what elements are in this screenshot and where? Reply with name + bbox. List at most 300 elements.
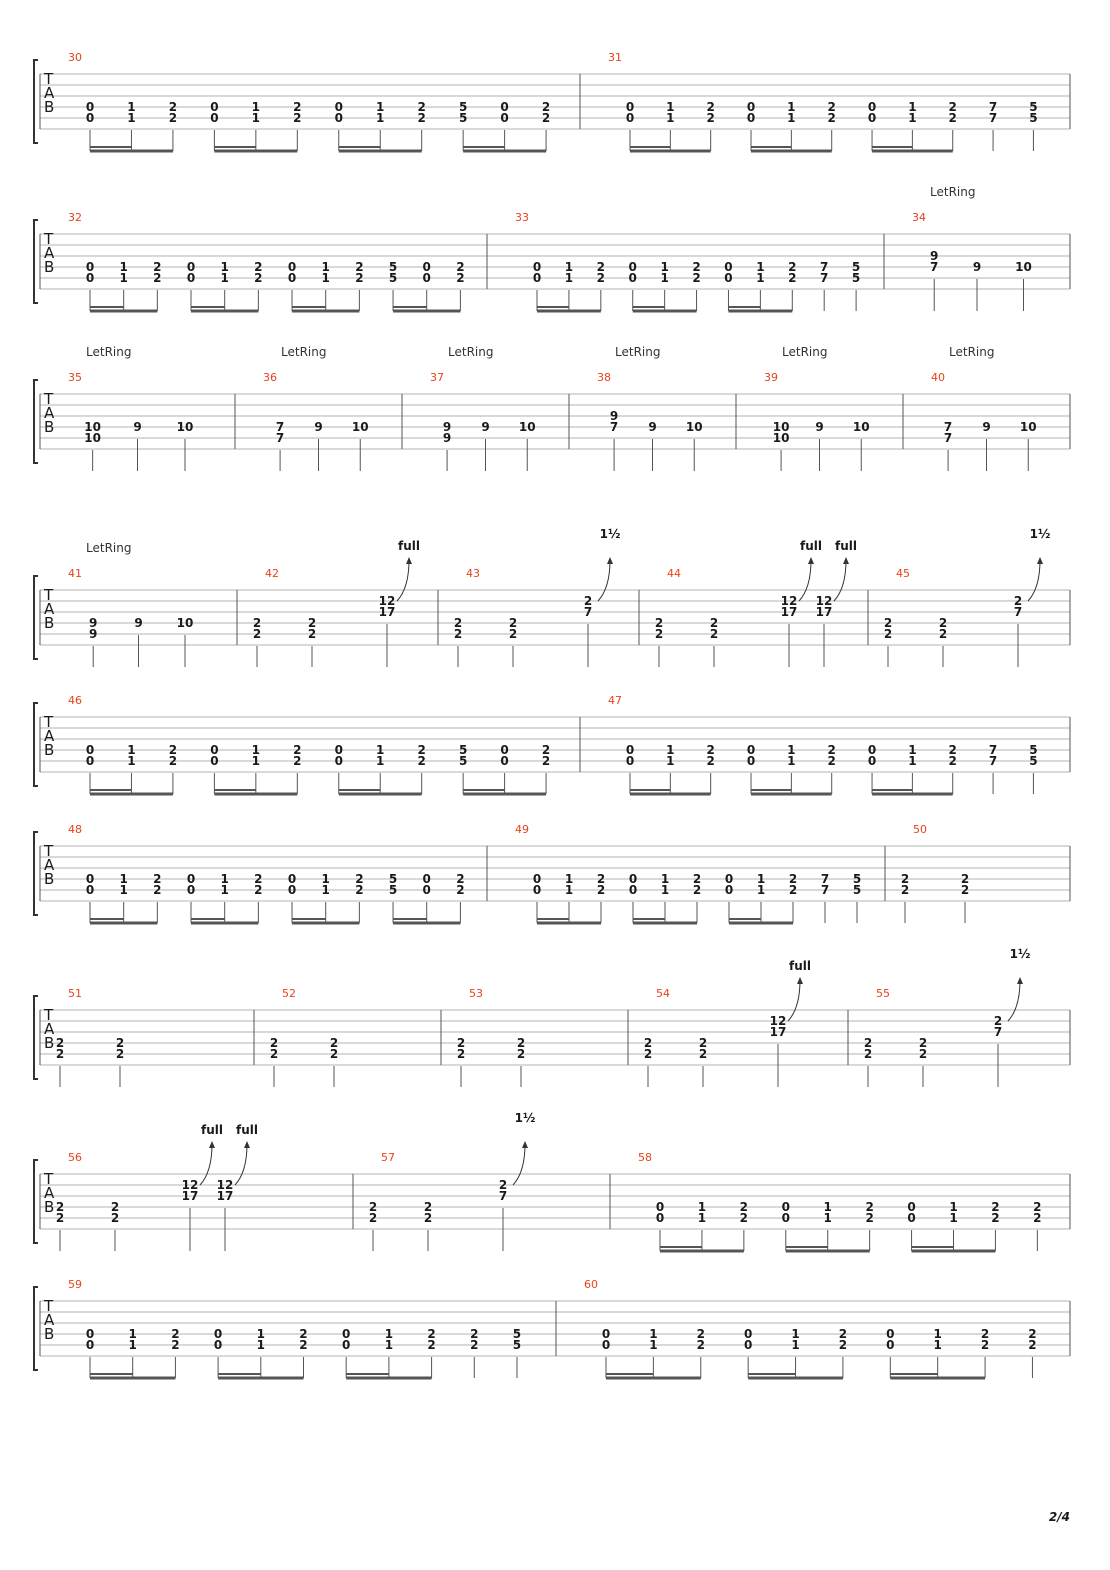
fret-number: 0 [422,271,431,285]
fret-number: 2 [171,1338,180,1352]
fret-number: 7 [275,420,285,434]
system-bracket [34,996,38,1079]
bend-arrow [799,560,811,601]
fret-number: 2 [1013,594,1023,608]
fret-number: 1 [127,100,136,114]
fret-number: 17 [378,605,396,619]
bend-amount: full [236,1123,258,1137]
fret-number: 5 [458,100,468,114]
fret-number: 2 [470,1327,479,1341]
fret-number: 10 [176,616,194,630]
tab-letter: B [44,258,55,276]
fret-number: 1 [666,754,675,768]
fret-number: 2 [709,627,719,641]
fret-number: 2 [110,1211,120,1225]
measure-number: 44 [667,567,681,580]
bend-amount: full [835,539,857,553]
fret-number: 10 [1019,420,1037,434]
fret-number: 9 [442,420,452,434]
measure-number: 31 [608,51,622,64]
fret-number: 2 [1033,1211,1042,1225]
fret-number: 2 [918,1036,928,1050]
fret-number: 5 [1029,743,1038,757]
fret-number: 0 [746,111,756,125]
fret-number: 2 [788,883,798,897]
fret-number: 2 [709,616,719,630]
fret-number: 2 [596,872,606,886]
fret-number: 2 [654,627,664,641]
fret-number: 12 [378,594,396,608]
fret-number: 2 [980,1338,990,1352]
fret-number: 1 [384,1327,394,1341]
fret-number: 2 [643,1036,653,1050]
fret-number: 0 [287,883,297,897]
fret-number: 2 [863,1047,873,1061]
fret-number: 0 [500,743,509,757]
fret-number: 2 [508,627,518,641]
fret-number: 2 [355,271,364,285]
tab-letter: B [44,614,55,632]
fret-number: 0 [724,872,734,886]
tab-letter: B [44,418,55,436]
fret-number: 2 [692,260,701,274]
fret-number: 1 [119,260,128,274]
fret-number: 10 [176,420,194,434]
fret-number: 0 [907,1211,916,1225]
fret-number: 5 [1029,754,1038,768]
fret-number: 2 [456,1036,466,1050]
tab-letter: B [44,1198,55,1216]
let-ring-label: LetRing [782,345,828,359]
fret-number: 2 [696,1327,705,1341]
fret-number: 1 [220,883,229,897]
tab-letter: A [44,84,55,102]
fret-number: 7 [498,1189,508,1203]
measure-number: 36 [263,371,277,384]
fret-number: 2 [115,1047,125,1061]
fret-number: 0 [886,1338,895,1352]
measure-number: 39 [764,371,778,384]
fret-number: 2 [299,1338,308,1352]
fret-number: 2 [293,743,302,757]
fret-number: 2 [960,872,970,886]
fret-number: 2 [516,1047,526,1061]
bend-arrowhead [244,1141,250,1148]
fret-number: 2 [55,1036,65,1050]
fret-number: 0 [85,1338,95,1352]
measure-number: 47 [608,694,622,707]
fret-number: 0 [532,883,542,897]
fret-number: 0 [186,271,196,285]
fret-number: 1 [384,1338,394,1352]
bend-arrowhead [607,557,613,564]
fret-number: 2 [788,260,797,274]
fret-number: 1 [220,260,229,274]
fret-number: 2 [269,1036,279,1050]
fret-number: 0 [746,100,756,114]
fret-number: 2 [168,100,178,114]
measure-number: 49 [515,823,529,836]
fret-number: 9 [972,260,982,274]
fret-number: 2 [541,111,551,125]
fret-number: 0 [342,1327,351,1341]
fret-number: 1 [660,883,670,897]
fret-number: 2 [299,1327,308,1341]
fret-number: 12 [815,594,833,608]
tab-letter: A [44,244,55,262]
fret-number: 1 [933,1338,942,1352]
fret-number: 2 [948,100,957,114]
fret-number: 1 [697,1211,707,1225]
fret-number: 0 [601,1338,611,1352]
fret-number: 1 [251,754,261,768]
fret-number: 0 [186,883,196,897]
fret-number: 1 [128,1327,137,1341]
fret-number: 7 [988,743,998,757]
fret-number: 1 [666,743,675,757]
tab-letter: B [44,1034,55,1052]
fret-number: 2 [115,1036,125,1050]
fret-number: 2 [456,260,465,274]
fret-number: 2 [991,1211,1000,1225]
fret-number: 1 [787,100,796,114]
fret-number: 1 [119,883,128,897]
let-ring-label: LetRing [615,345,661,359]
fret-number: 2 [696,1338,705,1352]
bend-amount: full [800,539,822,553]
fret-number: 2 [900,883,910,897]
fret-number: 10 [518,420,536,434]
measure-number: 56 [68,1151,82,1164]
fret-number: 10 [772,431,790,445]
fret-number: 0 [85,260,95,274]
measure-number: 33 [515,211,529,224]
fret-number: 0 [743,1338,753,1352]
fret-number: 7 [993,1025,1003,1039]
fret-number: 7 [820,260,829,274]
fret-number: 0 [85,754,95,768]
tab-letter: T [44,390,54,408]
fret-number: 0 [334,111,343,125]
fret-number: 12 [216,1178,234,1192]
fret-number: 0 [655,1200,665,1214]
fret-number: 2 [863,1036,873,1050]
measure-number: 32 [68,211,82,224]
bend-arrow [788,980,800,1021]
fret-number: 1 [756,271,765,285]
fret-number: 1 [127,743,136,757]
fret-number: 2 [55,1200,65,1214]
measure-number: 43 [466,567,480,580]
fret-number: 0 [213,1338,223,1352]
fret-number: 2 [355,260,364,274]
fret-number: 2 [883,627,893,641]
fret-number: 0 [210,111,219,125]
fret-number: 2 [355,883,364,897]
fret-number: 2 [788,271,797,285]
fret-number: 2 [508,616,518,630]
fret-number: 1 [376,754,385,768]
bend-amount: full [201,1123,223,1137]
fret-number: 1 [908,754,917,768]
system-bracket [34,380,38,463]
fret-number: 5 [852,883,862,897]
measure-number: 34 [912,211,926,224]
fret-number: 2 [596,260,606,274]
measure-number: 51 [68,987,82,1000]
fret-number: 0 [287,271,297,285]
fret-number: 2 [110,1200,120,1214]
fret-number: 2 [948,754,957,768]
fret-number: 1 [791,1327,800,1341]
measure-number: 50 [913,823,927,836]
bend-amount: full [398,539,420,553]
let-ring-label: LetRing [86,541,132,555]
fret-number: 7 [583,605,593,619]
fret-number: 9 [609,409,619,423]
fret-number: 10 [852,420,870,434]
fret-number: 2 [739,1200,749,1214]
measure-number: 35 [68,371,82,384]
fret-number: 2 [865,1211,874,1225]
measure-number: 41 [68,567,82,580]
fret-number: 12 [181,1178,199,1192]
fret-number: 2 [55,1047,65,1061]
fret-number: 2 [948,111,957,125]
fret-number: 2 [293,100,302,114]
fret-number: 10 [772,420,790,434]
fret-number: 5 [458,743,468,757]
fret-number: 2 [596,271,606,285]
fret-number: 1 [321,271,330,285]
measure-number: 46 [68,694,82,707]
fret-number: 0 [186,260,196,274]
fret-number: 1 [787,743,796,757]
fret-number: 1 [128,1338,137,1352]
fret-number: 9 [815,420,824,434]
fret-number: 2 [1028,1338,1037,1352]
fret-number: 0 [628,883,638,897]
fret-number: 10 [1015,260,1032,274]
system-bracket [34,832,38,915]
fret-number: 2 [307,616,317,630]
fret-number: 0 [724,260,733,274]
tab-letter: A [44,600,55,618]
bend-arrowhead [406,557,412,564]
tab-letter: T [44,70,54,88]
fret-number: 5 [852,872,862,886]
fret-number: 2 [417,100,426,114]
fret-number: 0 [500,100,509,114]
fret-number: 10 [84,431,102,445]
fret-number: 1 [321,260,330,274]
fret-number: 0 [85,883,95,897]
fret-number: 0 [85,271,95,285]
fret-number: 0 [867,743,877,757]
fret-number: 1 [933,1327,942,1341]
let-ring-label: LetRing [281,345,327,359]
fret-number: 1 [127,111,136,125]
fret-number: 2 [456,872,465,886]
tab-letter: T [44,1170,54,1188]
fret-number: 2 [417,743,426,757]
fret-number: 1 [756,872,766,886]
fret-number: 2 [168,743,178,757]
fret-number: 0 [85,872,95,886]
fret-number: 7 [930,260,939,274]
fret-number: 2 [900,872,910,886]
bend-amount: full [789,959,811,973]
fret-number: 2 [417,754,426,768]
bend-arrow [1028,560,1040,601]
measure-number: 57 [381,1151,395,1164]
fret-number: 1 [823,1211,832,1225]
fret-number: 2 [706,111,715,125]
fret-number: 2 [254,883,263,897]
fret-number: 0 [625,111,635,125]
fret-number: 2 [692,271,701,285]
bend-arrowhead [1037,557,1043,564]
fret-number: 1 [908,111,917,125]
bend-arrow [235,1144,247,1185]
measure-number: 40 [931,371,945,384]
fret-number: 1 [376,111,385,125]
system-bracket [34,60,38,143]
fret-number: 0 [867,100,877,114]
fret-number: 5 [458,111,468,125]
tab-letter: A [44,1311,55,1329]
measure-number: 60 [584,1278,598,1291]
fret-number: 1 [666,100,675,114]
fret-number: 2 [252,616,262,630]
fret-number: 2 [171,1327,180,1341]
fret-number: 1 [564,260,574,274]
fret-number: 17 [181,1189,199,1203]
fret-number: 1 [791,1338,800,1352]
fret-number: 2 [368,1200,378,1214]
fret-number: 2 [698,1036,708,1050]
fret-number: 1 [256,1338,265,1352]
measure-number: 48 [68,823,82,836]
measure-number: 54 [656,987,670,1000]
fret-number: 0 [500,754,509,768]
fret-number: 9 [89,616,98,630]
fret-number: 2 [252,627,262,641]
fret-number: 1 [949,1200,958,1214]
fret-number: 0 [422,872,431,886]
fret-number: 0 [601,1327,611,1341]
fret-number: 0 [422,883,431,897]
fret-number: 9 [89,627,98,641]
fret-number: 2 [980,1327,990,1341]
fret-number: 2 [307,627,317,641]
fret-number: 7 [820,872,830,886]
fret-number: 0 [907,1200,916,1214]
fret-number: 10 [84,420,102,434]
tab-letter: A [44,404,55,422]
fret-number: 1 [660,872,670,886]
fret-number: 0 [625,754,635,768]
fret-number: 2 [153,271,162,285]
fret-number: 0 [334,754,343,768]
fret-number: 2 [706,743,715,757]
fret-number: 7 [988,111,998,125]
fret-number: 1 [321,872,330,886]
fret-number: 0 [724,883,734,897]
fret-number: 1 [251,111,261,125]
bend-arrowhead [797,977,803,984]
fret-number: 0 [342,1338,351,1352]
fret-number: 10 [351,420,369,434]
fret-number: 1 [908,743,917,757]
fret-number: 1 [756,883,766,897]
fret-number: 5 [851,260,861,274]
fret-number: 5 [512,1338,522,1352]
fret-number: 5 [388,883,398,897]
bend-arrowhead [808,557,814,564]
let-ring-label: LetRing [448,345,494,359]
tab-letter: T [44,1006,54,1024]
let-ring-label: LetRing [949,345,995,359]
fret-number: 2 [692,872,702,886]
fret-number: 9 [442,431,452,445]
fret-number: 0 [334,100,343,114]
fret-number: 0 [532,271,542,285]
bend-arrow [200,1144,212,1185]
bend-arrowhead [1017,977,1023,984]
fret-number: 0 [287,260,297,274]
fret-number: 2 [153,260,162,274]
system-bracket [34,576,38,659]
fret-number: 2 [470,1338,479,1352]
fret-number: 1 [119,271,128,285]
fret-number: 2 [698,1047,708,1061]
fret-number: 1 [787,754,796,768]
fret-number: 1 [119,872,128,886]
system-bracket [34,703,38,786]
fret-number: 0 [867,111,877,125]
fret-number: 7 [275,431,285,445]
let-ring-label: LetRing [930,185,976,199]
fret-number: 12 [780,594,798,608]
bend-arrow [397,560,409,601]
tab-letter: B [44,1325,55,1343]
fret-number: 0 [186,872,196,886]
fret-number: 2 [417,111,426,125]
fret-number: 2 [516,1036,526,1050]
fret-number: 2 [456,271,465,285]
fret-number: 9 [648,420,657,434]
fret-number: 2 [827,111,836,125]
fret-number: 7 [943,431,953,445]
fret-number: 2 [153,883,162,897]
fret-number: 7 [943,420,953,434]
fret-number: 1 [649,1327,658,1341]
fret-number: 1 [220,271,229,285]
fret-number: 2 [948,743,957,757]
fret-number: 2 [596,883,606,897]
measure-number: 45 [896,567,910,580]
bend-arrow [513,1144,525,1185]
measure-number: 58 [638,1151,652,1164]
fret-number: 0 [625,100,635,114]
fret-number: 1 [376,743,385,757]
bend-arrowhead [522,1141,528,1148]
tab-letter: T [44,586,54,604]
fret-number: 1 [220,872,229,886]
fret-number: 9 [982,420,991,434]
tab-letter: T [44,713,54,731]
